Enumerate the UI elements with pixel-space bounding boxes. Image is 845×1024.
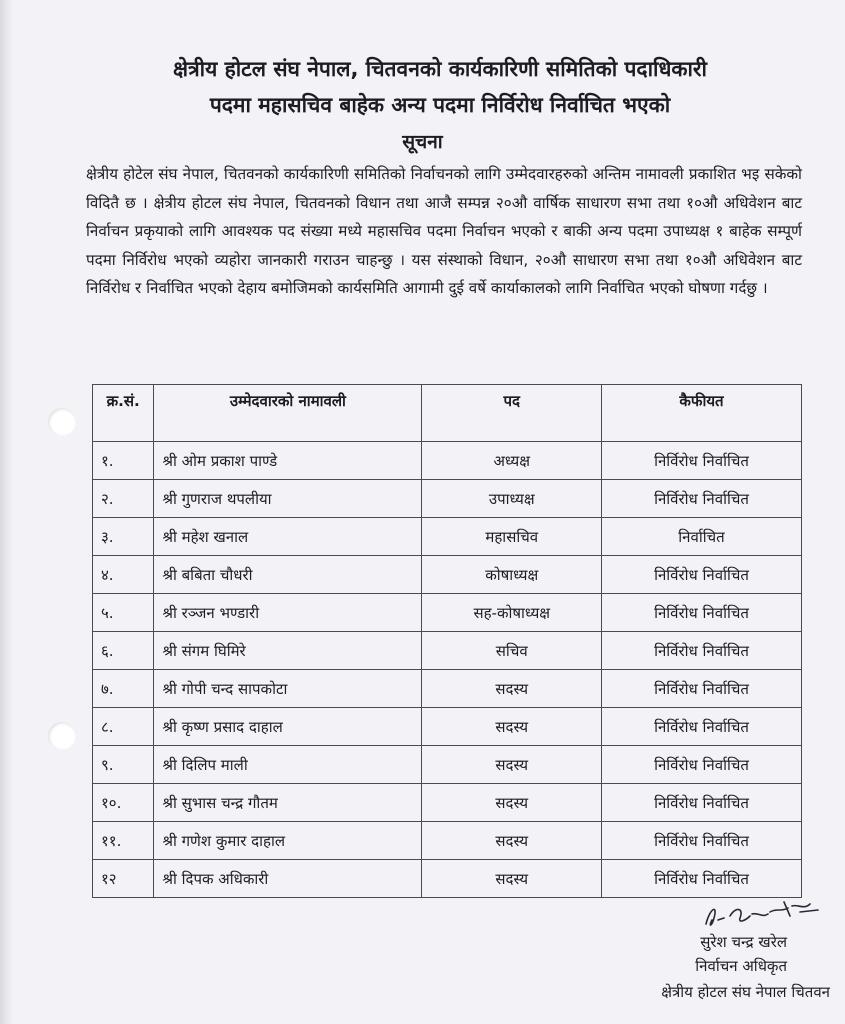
cell-remark: निर्विरोध निर्वाचित (602, 556, 802, 594)
cell-name: श्री कृष्ण प्रसाद दाहाल (154, 708, 422, 746)
cell-remark: निर्वाचित (602, 518, 802, 556)
cell-name: श्री रञ्जन भण्डारी (154, 594, 422, 632)
table-row (93, 632, 802, 670)
cell-serial: ११. (93, 822, 154, 860)
cell-serial: १. (93, 442, 154, 480)
cell-name: श्री दिलिप माली (154, 746, 422, 784)
header-post: पद (422, 385, 602, 442)
cell-name: श्री संगम घिमिरे (154, 632, 422, 670)
notice-label: सूचना (402, 131, 443, 153)
cell-name: श्री महेश खनाल (154, 518, 422, 556)
cell-serial: ८. (93, 708, 154, 746)
table-header-row (93, 385, 802, 442)
cell-remark: निर्विरोध निर्वाचित (602, 594, 802, 632)
cell-remark: निर्विरोध निर्वाचित (602, 632, 802, 670)
table-row (93, 594, 802, 632)
cell-post: उपाध्यक्ष (422, 480, 602, 518)
notice-body-paragraph: क्षेत्रीय होटेल संघ नेपाल, चितवनको कार्यकारिणी समितिको निर्वाचनको लागि उम्मेदवारहरुको अन्तिम नामावली प्रकाशित भइ सकेको विदितै छ । क्षेत्रीय होटल संघ नेपाल, चितवनको विधान तथा आजै सम्पन्न २०औ वार्षिक साधारण सभा तथा १०औ अधिवेशन बाट निर्वाचन प्रकृयाको लागि आवश्यक पद संख्या मध्ये महासचिव पदमा निर्वाचन भएको र बाकी अन्य पदमा उपाध्यक्ष १ बाहेक सम्पूर्ण पदमा निर्विरोध भएको व्यहोरा जानकारी गराउन चाहन्छु । यस संस्थाको विधान, २०औ साधारण सभा तथा १०औ अधिवेशन बाट निर्विरोध र निर्वाचित भएको देहाय बमोजिमको कार्यसमिति आगामी दुई वर्षे कार्याकालको लागि निर्वाचित भएको घोषणा गर्दछु । (86, 165, 802, 298)
header-candidate-name: उम्मेदवारको नामावली (154, 385, 422, 442)
candidates-table (92, 384, 802, 898)
table-row (93, 822, 802, 860)
cell-post: सदस्य (422, 746, 602, 784)
cell-remark: निर्विरोध निर्वाचित (602, 442, 802, 480)
table-row (93, 784, 802, 822)
cell-serial: ४. (93, 556, 154, 594)
cell-post: अध्यक्ष (422, 442, 602, 480)
table-row (93, 556, 802, 594)
document-title-line-2: पदमा महासचिव बाहेक अन्य पदमा निर्विरोध निर्वाचित भएको (209, 93, 671, 117)
cell-post: सदस्य (422, 708, 602, 746)
cell-name: श्री दिपक अधिकारी (154, 860, 422, 898)
header-remark: कैफीयत (602, 385, 802, 442)
cell-name: श्री ओम प्रकाश पाण्डे (154, 442, 422, 480)
cell-serial: ७. (93, 670, 154, 708)
table-row (93, 442, 802, 480)
signatory-organization: क्षेत्रीय होटल संघ नेपाल चितवन (661, 983, 830, 1001)
cell-name: श्री गणेश कुमार दाहाल (154, 822, 422, 860)
table-row (93, 518, 802, 556)
cell-remark: निर्विरोध निर्वाचित (602, 822, 802, 860)
cell-remark: निर्विरोध निर्वाचित (602, 480, 802, 518)
cell-post: कोषाध्यक्ष (422, 556, 602, 594)
cell-name: श्री बबिता चौधरी (154, 556, 422, 594)
header-serial: क्र.सं. (93, 385, 154, 442)
signatory-name: सुरेश चन्द्र खरेल (700, 933, 787, 951)
cell-name: श्री गोपी चन्द सापकोटा (154, 670, 422, 708)
table-row (93, 480, 802, 518)
cell-serial: २. (93, 480, 154, 518)
cell-serial: ३. (93, 518, 154, 556)
punch-hole-top (48, 408, 76, 436)
cell-remark: निर्विरोध निर्वाचित (602, 670, 802, 708)
cell-post: सदस्य (422, 822, 602, 860)
signatory-role: निर्वाचन अधिकृत (695, 957, 787, 975)
cell-name: श्री गुणराज थपलीया (154, 480, 422, 518)
cell-remark: निर्विरोध निर्वाचित (602, 784, 802, 822)
table-row (93, 670, 802, 708)
cell-serial: १०. (93, 784, 154, 822)
cell-remark: निर्विरोध निर्वाचित (602, 746, 802, 784)
document-title-line-1: क्षेत्रीय होटल संघ नेपाल, चितवनको कार्यकारिणी समितिको पदाधिकारी (173, 57, 707, 81)
cell-post: सदस्य (422, 670, 602, 708)
cell-post: सचिव (422, 632, 602, 670)
cell-post: सदस्य (422, 860, 602, 898)
cell-remark: निर्विरोध निर्वाचित (602, 860, 802, 898)
cell-post: महासचिव (422, 518, 602, 556)
handwritten-signature (700, 898, 820, 932)
table-row (93, 860, 802, 898)
cell-serial: ६. (93, 632, 154, 670)
punch-hole-bottom (48, 722, 76, 750)
cell-serial: ५. (93, 594, 154, 632)
cell-post: सह-कोषाध्यक्ष (422, 594, 602, 632)
cell-serial: १२ (93, 860, 154, 898)
cell-remark: निर्विरोध निर्वाचित (602, 708, 802, 746)
cell-post: सदस्य (422, 784, 602, 822)
table-row (93, 708, 802, 746)
table-row (93, 746, 802, 784)
cell-name: श्री सुभास चन्द्र गौतम (154, 784, 422, 822)
cell-serial: ९. (93, 746, 154, 784)
